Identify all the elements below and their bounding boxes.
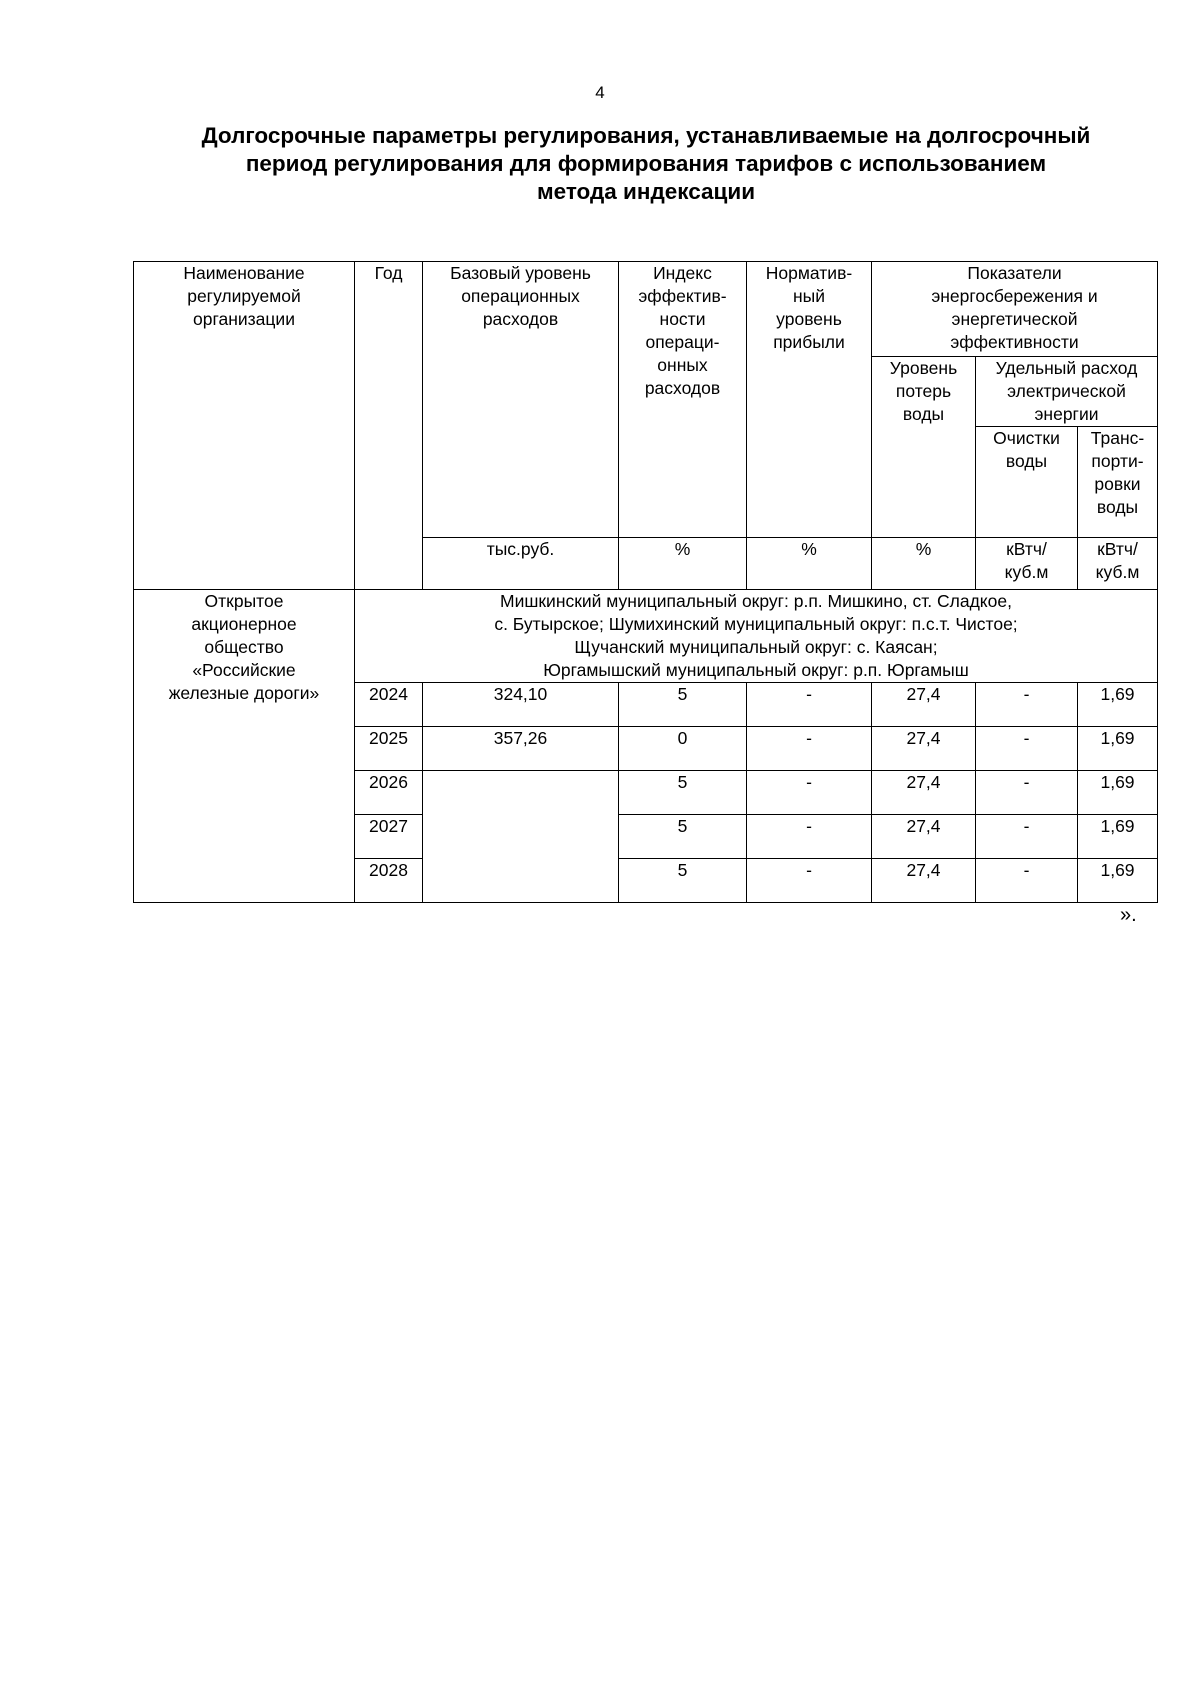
text-line: акционерное xyxy=(191,614,297,634)
unit-efficiency-index: % xyxy=(619,538,747,590)
water-transport-cell: 1,69 xyxy=(1078,771,1158,815)
page-number: 4 xyxy=(595,83,605,102)
base-level-cell: 357,26 xyxy=(423,727,619,771)
text-line: общество xyxy=(204,637,284,657)
organization-name xyxy=(134,590,355,903)
title-line-1: Долгосрочные параметры регулирования, устанавливаемые на долгосрочный xyxy=(201,123,1091,148)
text-line: Щучанский муниципальный округ: с. Каясан; xyxy=(574,637,938,657)
text-line: с. Бутырское; Шумихинский муниципальный округ: п.с.т. Чистое; xyxy=(494,614,1018,634)
header-water-transport xyxy=(1078,427,1158,538)
year-cell: 2028 xyxy=(355,859,423,903)
text-line: воды xyxy=(1005,451,1048,471)
text-line: Мишкинский муниципальный округ: р.п. Мишкино, ст. Сладкое, xyxy=(500,591,1012,611)
water-transport-cell: 1,69 xyxy=(1078,859,1158,903)
water-treatment-cell: - xyxy=(976,771,1078,815)
water-loss-cell: 27,4 xyxy=(872,727,976,771)
header-organization xyxy=(134,262,355,538)
unit-year-blank xyxy=(355,538,423,590)
text-line: Год xyxy=(374,263,403,283)
water-loss-cell: 27,4 xyxy=(872,771,976,815)
text-line: энергии xyxy=(1034,404,1099,424)
text-line: куб.м xyxy=(1004,562,1049,582)
title-line-2: период регулирования для формирования тарифов с использованием xyxy=(245,151,1047,176)
normative-profit-cell: - xyxy=(747,727,872,771)
service-zone xyxy=(355,590,1158,683)
text-line: потерь xyxy=(895,381,952,401)
text-line: Удельный расход xyxy=(995,358,1138,378)
header-efficiency-index xyxy=(619,262,747,538)
header-year xyxy=(355,262,423,538)
efficiency-index-cell: 0 xyxy=(619,727,747,771)
text-line: Очистки xyxy=(993,428,1060,448)
normative-profit-cell: - xyxy=(747,859,872,903)
unit-organization-blank xyxy=(134,538,355,590)
unit-transport xyxy=(1078,538,1158,590)
base-level-cell: 324,10 xyxy=(423,683,619,727)
text-line: «Российские xyxy=(192,660,296,680)
text-line: прибыли xyxy=(773,332,845,352)
text-line: воды xyxy=(902,404,945,424)
text-line: расходов xyxy=(482,309,559,329)
text-line: Индекс xyxy=(653,263,712,283)
unit-water-loss: % xyxy=(872,538,976,590)
base-level-cell xyxy=(423,771,619,903)
text-line: Открытое xyxy=(204,591,284,611)
text-line: регулируемой xyxy=(187,286,301,306)
unit-treatment xyxy=(976,538,1078,590)
text-line: кВтч/ xyxy=(1006,539,1047,559)
water-treatment-cell: - xyxy=(976,859,1078,903)
water-transport-cell: 1,69 xyxy=(1078,727,1158,771)
text-line: куб.м xyxy=(1095,562,1140,582)
normative-profit-cell: - xyxy=(747,771,872,815)
text-line: операци- xyxy=(645,332,720,352)
header-specific-consumption xyxy=(976,357,1158,427)
text-line: железные дороги» xyxy=(168,683,320,703)
year-cell: 2024 xyxy=(355,683,423,727)
water-treatment-cell: - xyxy=(976,727,1078,771)
text-line: воды xyxy=(1096,497,1139,517)
text-line: порти- xyxy=(1091,451,1144,471)
closing-quote: ». xyxy=(1120,904,1137,926)
normative-profit-cell: - xyxy=(747,683,872,727)
text-line: операционных xyxy=(461,286,580,306)
text-line: уровень xyxy=(776,309,842,329)
header-water-loss xyxy=(872,357,976,538)
text-line: Показатели xyxy=(967,263,1062,283)
text-line: эффектив- xyxy=(638,286,727,306)
text-line: ности xyxy=(659,309,706,329)
regulation-parameters-table xyxy=(133,261,1158,903)
text-line: энергосбережения и xyxy=(931,286,1098,306)
water-loss-cell: 27,4 xyxy=(872,815,976,859)
text-line: онных xyxy=(657,355,708,375)
unit-normative-profit: % xyxy=(747,538,872,590)
efficiency-index-cell: 5 xyxy=(619,683,747,727)
title-line-3: метода индексации xyxy=(536,179,756,204)
text-line: кВтч/ xyxy=(1097,539,1138,559)
text-line: ровки xyxy=(1094,474,1141,494)
water-loss-cell: 27,4 xyxy=(872,859,976,903)
water-treatment-cell: - xyxy=(976,815,1078,859)
text-line: организации xyxy=(193,309,295,329)
water-transport-cell: 1,69 xyxy=(1078,815,1158,859)
year-cell: 2027 xyxy=(355,815,423,859)
header-normative-profit xyxy=(747,262,872,538)
text-line: Юргамышский муниципальный округ: р.п. Юргамыш xyxy=(543,660,969,680)
text-line: Норматив- xyxy=(765,263,853,283)
text-line: Транс- xyxy=(1090,428,1145,448)
efficiency-index-cell: 5 xyxy=(619,815,747,859)
water-loss-cell: 27,4 xyxy=(872,683,976,727)
header-water-treatment xyxy=(976,427,1078,538)
text-line: энергетической xyxy=(951,309,1078,329)
efficiency-index-cell: 5 xyxy=(619,859,747,903)
text-line: Наименование xyxy=(183,263,305,283)
year-cell: 2026 xyxy=(355,771,423,815)
unit-base-level: тыс.руб. xyxy=(423,538,619,590)
water-treatment-cell: - xyxy=(976,683,1078,727)
year-cell: 2025 xyxy=(355,727,423,771)
text-line: электрической xyxy=(1007,381,1126,401)
header-base-level xyxy=(423,262,619,538)
water-transport-cell: 1,69 xyxy=(1078,683,1158,727)
normative-profit-cell: - xyxy=(747,815,872,859)
text-line: Базовый уровень xyxy=(450,263,591,283)
text-line: ный xyxy=(792,286,826,306)
text-line: расходов xyxy=(644,378,721,398)
efficiency-index-cell: 5 xyxy=(619,771,747,815)
text-line: эффективности xyxy=(950,332,1079,352)
document-title xyxy=(120,122,1172,206)
header-energy-indicators xyxy=(872,262,1158,357)
text-line: Уровень xyxy=(889,358,958,378)
